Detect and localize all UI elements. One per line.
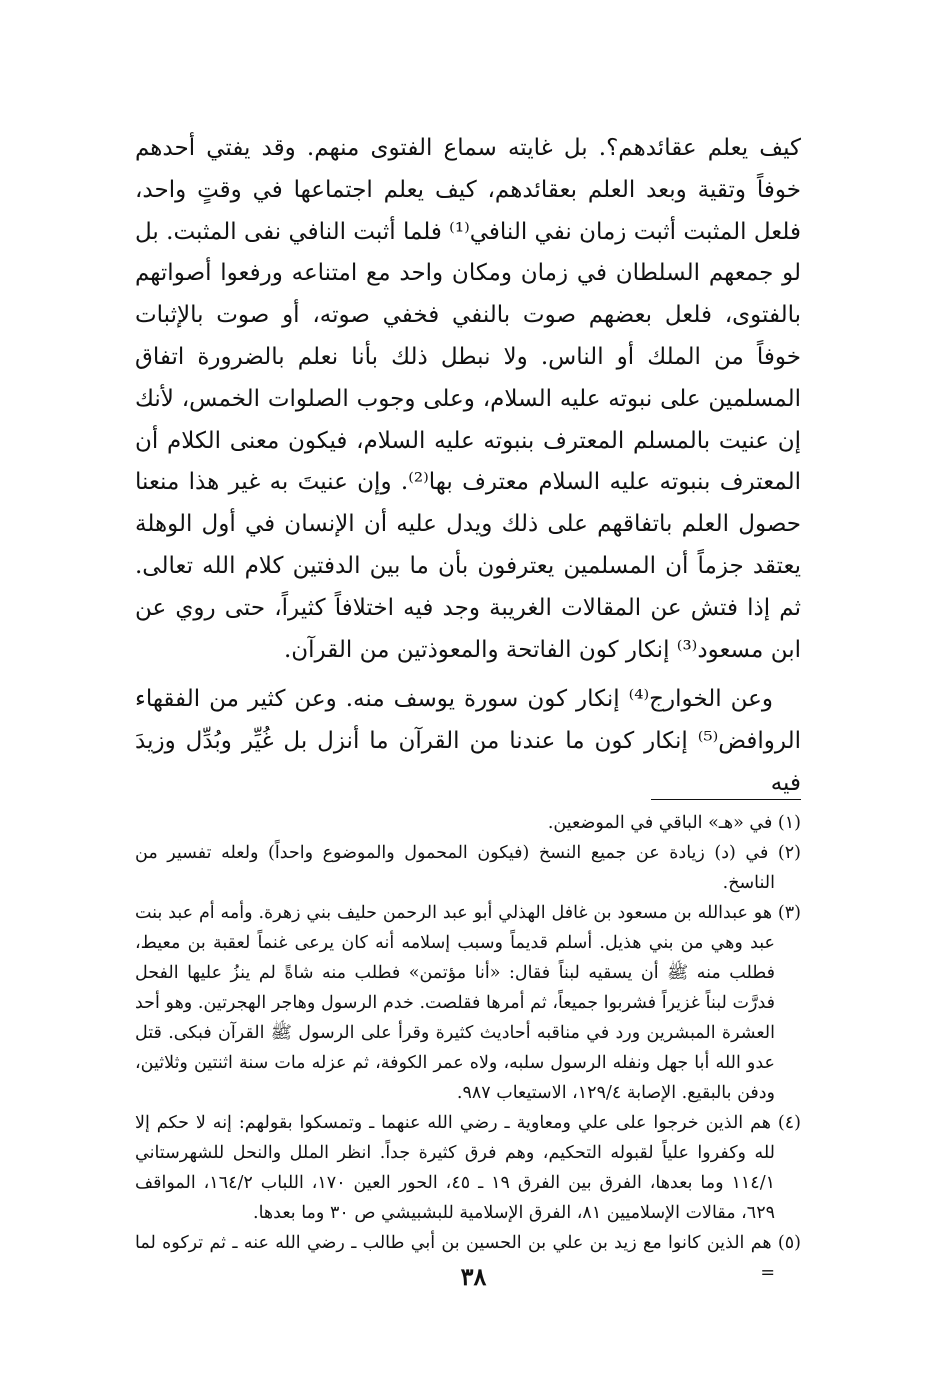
main-text xyxy=(135,128,801,805)
page-number: ٣٨ xyxy=(460,1262,487,1291)
footnote-3: (٣) هو عبدالله بن مسعود بن غافل الهذلي أبو عبد الرحمن حليف بني زهرة. وأمه أم عبد بنت عبد وهي من بني هذيل. أسلم قديماً وسبب إسلامه أنه كان يرعى غنماً لعقبة بن معيط، فطلب منه ﷺ أن يسقيه لبناً فقال: «أنا مؤتمن» فطلب منه شاةً لم ينزُ عليها الفحل فدرَّت لبناً غزيراً فشربوا جميعاً، ثم أمرها فقلصت. خدم الرسول وهاجر الهجرتين. وهو أحد العشرة المبشرين ورد في مناقبه أحاديث كثيرة وقرأ على الرسول ﷺ القرآن فبكى. قتل عدو الله أبا جهل ونفله الرسول سلبه، ولاه عمر الكوفة، ثم عزله مات سنة اثنتين وثلاثين، ودفن بالبقيع. الإصابة ١٢٩/٤، الاستيعاب ٩٨٧. xyxy=(135,903,801,1103)
footnote-separator xyxy=(651,799,801,800)
footnote-1: (١) في «هـ» الباقي في الموضعين. xyxy=(547,813,801,833)
footnote-4: (٤) هم الذين خرجوا على علي ومعاوية ـ رضي الله عنهما ـ وتمسكوا بقولهم: إنه لا حكم إلا لله وكفروا علياً لقبوله التحكيم، وهم فرق كثيرة جداً. انظر الملل والنحل للشهرستاني ١١٤/١ وما بعدها، الفرق بين الفرق ١٩ ـ ٤٥، الحور العين ١٧٠، اللباب ١٦٤/٢، المواقف ٦٢٩، مقالات الإسلاميين ٨١، الفرق الإسلامية للبشبيشي ص ٣٠ وما بعدها. xyxy=(135,1113,801,1223)
body-paragraph-2: وعن الخوارج⁽⁴⁾ إنكار كون سورة يوسف منه. وعن كثير من الفقهاء الروافض⁽⁵⁾ إنكار كون ما عندنا من القرآن ما أنزل بل غُيِّر وبُدِّل وزيدَ فيه xyxy=(135,686,801,796)
footnotes-section xyxy=(135,808,801,1288)
footnote-2: (٢) في (د) زيادة عن جميع النسخ (فيكون المحمول والموضوع واحداً) ولعله تفسير من الناسخ. xyxy=(135,843,801,893)
footnote-5: (٥) هم الذين كانوا مع زيد بن علي بن الحسين بن أبي طالب ـ رضي الله عنه ـ ثم تركوه لما = xyxy=(135,1233,801,1283)
body-paragraph-1: كيف يعلم عقائدهم؟. بل غايته سماع الفتوى منهم. وقد يفتي أحدهم خوفاً وتقية وبعد العلم بعقائدهم، كيف يعلم اجتماعها في وقتٍ واحد، فلعل المثبت أثبت زمان نفي النافي⁽¹⁾ فلما أثبت النافي نفى المثبت. بل لو جمعهم السلطان في زمان ومكان واحد مع امتناعه ورفعوا أصواتهم بالفتوى، فلعل بعضهم صوت بالنفي فخفي صوته، أو صوت بالإثبات خوفاً من الملك أو الناس. ولا نبطل ذلك بأنا نعلم بالضرورة اتفاق المسلمين على نبوته عليه السلام، وعلى وجوب الصلوات الخمس، لأنك إن عنيت بالمسلم المعترف بنبوته عليه السلام، فيكون معنى الكلام أن المعترف بنبوته عليه السلام معترف بها⁽²⁾. وإن عنيتَ به غير هذا منعنا حصول العلم باتفاقهم على ذلك ويدل عليه أن الإنسان في أول الوهلة يعتقد جزماً أن المسلمين يعترفون بأن ما بين الدفتين كلام الله تعالى. ثم إذا فتش عن المقالات الغريبة وجد فيه اختلافاً كثيراً، حتى روي عن ابن مسعود⁽³⁾ إنكار كون الفاتحة والمعوذتين من القرآن. xyxy=(135,135,801,663)
